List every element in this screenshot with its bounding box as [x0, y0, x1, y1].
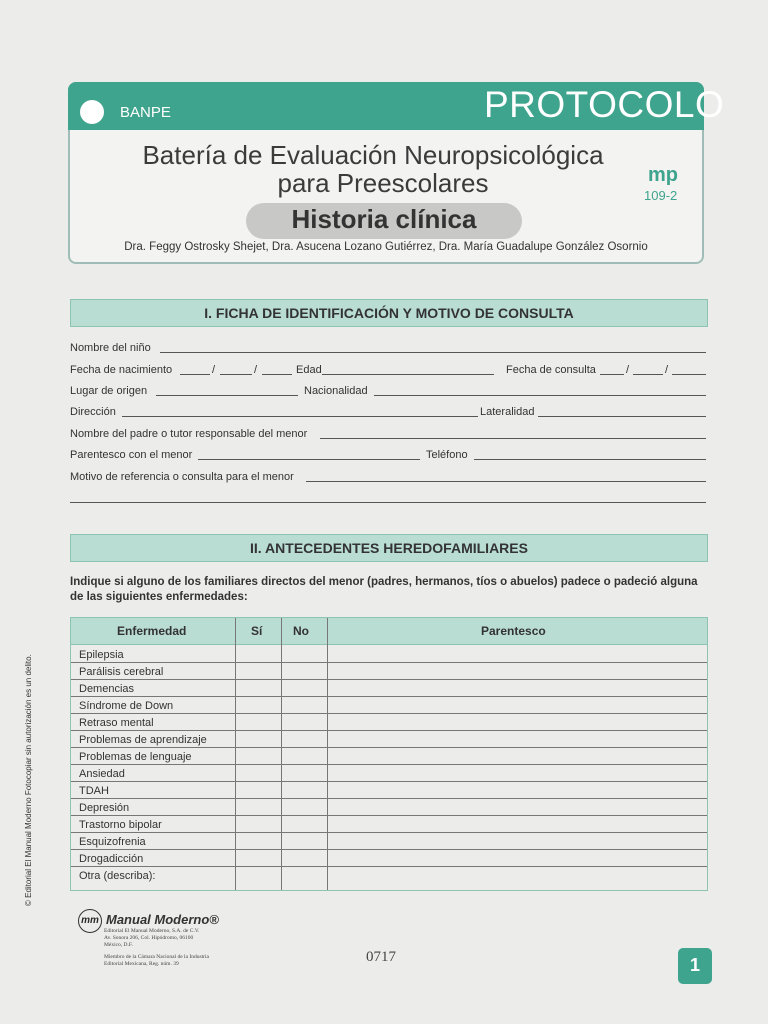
header-enfermedad: Enfermedad	[117, 624, 187, 638]
direccion-label: Dirección	[70, 406, 116, 418]
nacionalidad-field[interactable]	[374, 384, 706, 396]
edad-field[interactable]	[322, 363, 494, 375]
row-divider	[71, 696, 707, 697]
motivo-field[interactable]	[306, 470, 706, 482]
copyright-notice: © Editorial El Manual Moderno Fotocopiar sin autorización es un delito.	[24, 654, 33, 906]
lugar-label: Lugar de origen	[70, 385, 148, 397]
fecha-nacimiento-label: Fecha de nacimiento	[70, 364, 173, 376]
row-divider	[71, 866, 707, 867]
row-divider	[71, 832, 707, 833]
table-row: Epilepsia	[79, 649, 124, 661]
date-slash: /	[626, 364, 630, 376]
row-divider	[71, 662, 707, 663]
row-divider	[71, 747, 707, 748]
table-row: Drogadicción	[79, 853, 144, 865]
section-1-title: I. FICHA DE IDENTIFICACIÓN Y MOTIVO DE CONSULTA	[204, 305, 574, 321]
instruction-text: Indique si alguno de los familiares directos del menor (padres, hermanos, tíos o abuelos) padece o padeció alguna de las siguientes enfermedades:	[70, 576, 698, 603]
table-row: Esquizofrenia	[79, 836, 146, 848]
row-divider	[71, 849, 707, 850]
print-code: 0717	[366, 949, 396, 965]
circle-icon	[80, 100, 104, 124]
row-divider	[71, 730, 707, 731]
header-parentesco: Parentesco	[481, 624, 546, 638]
row-divider	[71, 781, 707, 782]
fecha-consulta-month-field[interactable]	[633, 363, 663, 375]
publisher-address	[104, 928, 199, 949]
lateralidad-field[interactable]	[538, 405, 706, 417]
table-row: Problemas de aprendizaje	[79, 734, 207, 746]
field-row-lugar	[70, 381, 706, 399]
field-row-nombre	[70, 338, 706, 356]
header-si: Sí	[251, 624, 263, 638]
row-divider	[71, 679, 707, 680]
nacionalidad-label: Nacionalidad	[304, 385, 368, 397]
edad-label: Edad	[296, 364, 322, 376]
padre-label: Nombre del padre o tutor responsable del menor	[70, 428, 308, 440]
row-divider	[71, 764, 707, 765]
padre-field[interactable]	[320, 427, 706, 439]
field-row-parentesco	[70, 445, 706, 463]
table-row: Ansiedad	[79, 768, 125, 780]
date-slash: /	[665, 364, 669, 376]
address-line: México, D.F.	[104, 942, 133, 948]
fecha-nac-year-field[interactable]	[262, 363, 292, 375]
manual-moderno-logo-icon: mm	[78, 909, 102, 933]
table-row: Retraso mental	[79, 717, 154, 729]
title-line-1: Batería de Evaluación Neuropsicológica	[142, 140, 604, 170]
row-divider	[71, 713, 707, 714]
table-row: Parálisis cerebral	[79, 666, 164, 678]
lugar-field[interactable]	[156, 384, 298, 396]
fecha-nac-month-field[interactable]	[220, 363, 252, 375]
table-row: Problemas de lenguaje	[79, 751, 192, 763]
field-row-motivo-2	[70, 488, 706, 506]
page-number: 1	[689, 955, 700, 975]
fecha-consulta-label: Fecha de consulta	[506, 364, 596, 376]
fecha-consulta-year-field[interactable]	[672, 363, 706, 375]
row-divider	[71, 815, 707, 816]
lateralidad-label: Lateralidad	[480, 406, 535, 418]
telefono-field[interactable]	[474, 448, 706, 460]
row-divider	[71, 798, 707, 799]
direccion-field[interactable]	[122, 405, 478, 417]
date-slash: /	[254, 364, 258, 376]
membership-line: Miembro de la Cámara Nacional de la Industria	[104, 954, 209, 960]
publisher-name: Manual Moderno®	[106, 912, 219, 927]
motivo-field-line-2[interactable]	[70, 491, 706, 503]
membership-line: Editorial Mexicana, Reg. núm. 39	[104, 961, 179, 967]
title-line-2: para Preescolares	[277, 168, 489, 198]
table-row: Demencias	[79, 683, 135, 695]
nombre-field[interactable]	[160, 341, 706, 353]
nombre-label: Nombre del niño	[70, 342, 151, 354]
header-no: No	[293, 624, 309, 638]
authors: Dra. Feggy Ostrosky Shejet, Dra. Asucena Lozano Gutiérrez, Dra. María Guadalupe González Osornio	[124, 241, 648, 253]
field-row-direccion	[70, 402, 706, 420]
field-row-motivo	[70, 467, 706, 485]
date-slash: /	[212, 364, 216, 376]
protocol-code: 109-2	[644, 188, 678, 203]
address-line: Editorial El Manual Moderno, S.A. de C.V.	[104, 928, 200, 934]
publisher-membership	[104, 954, 209, 968]
fecha-nac-day-field[interactable]	[180, 363, 210, 375]
table-row: Síndrome de Down	[79, 700, 174, 712]
address-line: Av. Sonora 206, Col. Hipódromo, 06100	[104, 935, 194, 941]
parentesco-field[interactable]	[198, 448, 420, 460]
subtitle: Historia clínica	[291, 204, 477, 234]
section-2-title: II. ANTECEDENTES HEREDOFAMILIARES	[250, 540, 528, 556]
parentesco-label: Parentesco con el menor	[70, 449, 193, 461]
fecha-consulta-day-field[interactable]	[600, 363, 624, 375]
table-row: Otra (describa):	[79, 870, 156, 882]
table-row: TDAH	[79, 785, 109, 797]
table-row: Depresión	[79, 802, 130, 814]
telefono-label: Teléfono	[426, 449, 468, 461]
motivo-label: Motivo de referencia o consulta para el menor	[70, 471, 294, 483]
mp-logo-icon: mp	[648, 164, 678, 186]
field-row-fecha	[70, 360, 706, 378]
table-row: Trastorno bipolar	[79, 819, 162, 831]
field-row-padre	[70, 424, 706, 442]
brand-label: BANPE	[120, 104, 171, 121]
diseases-table	[70, 617, 708, 891]
protocol-title: PROTOCOLO	[484, 84, 725, 125]
